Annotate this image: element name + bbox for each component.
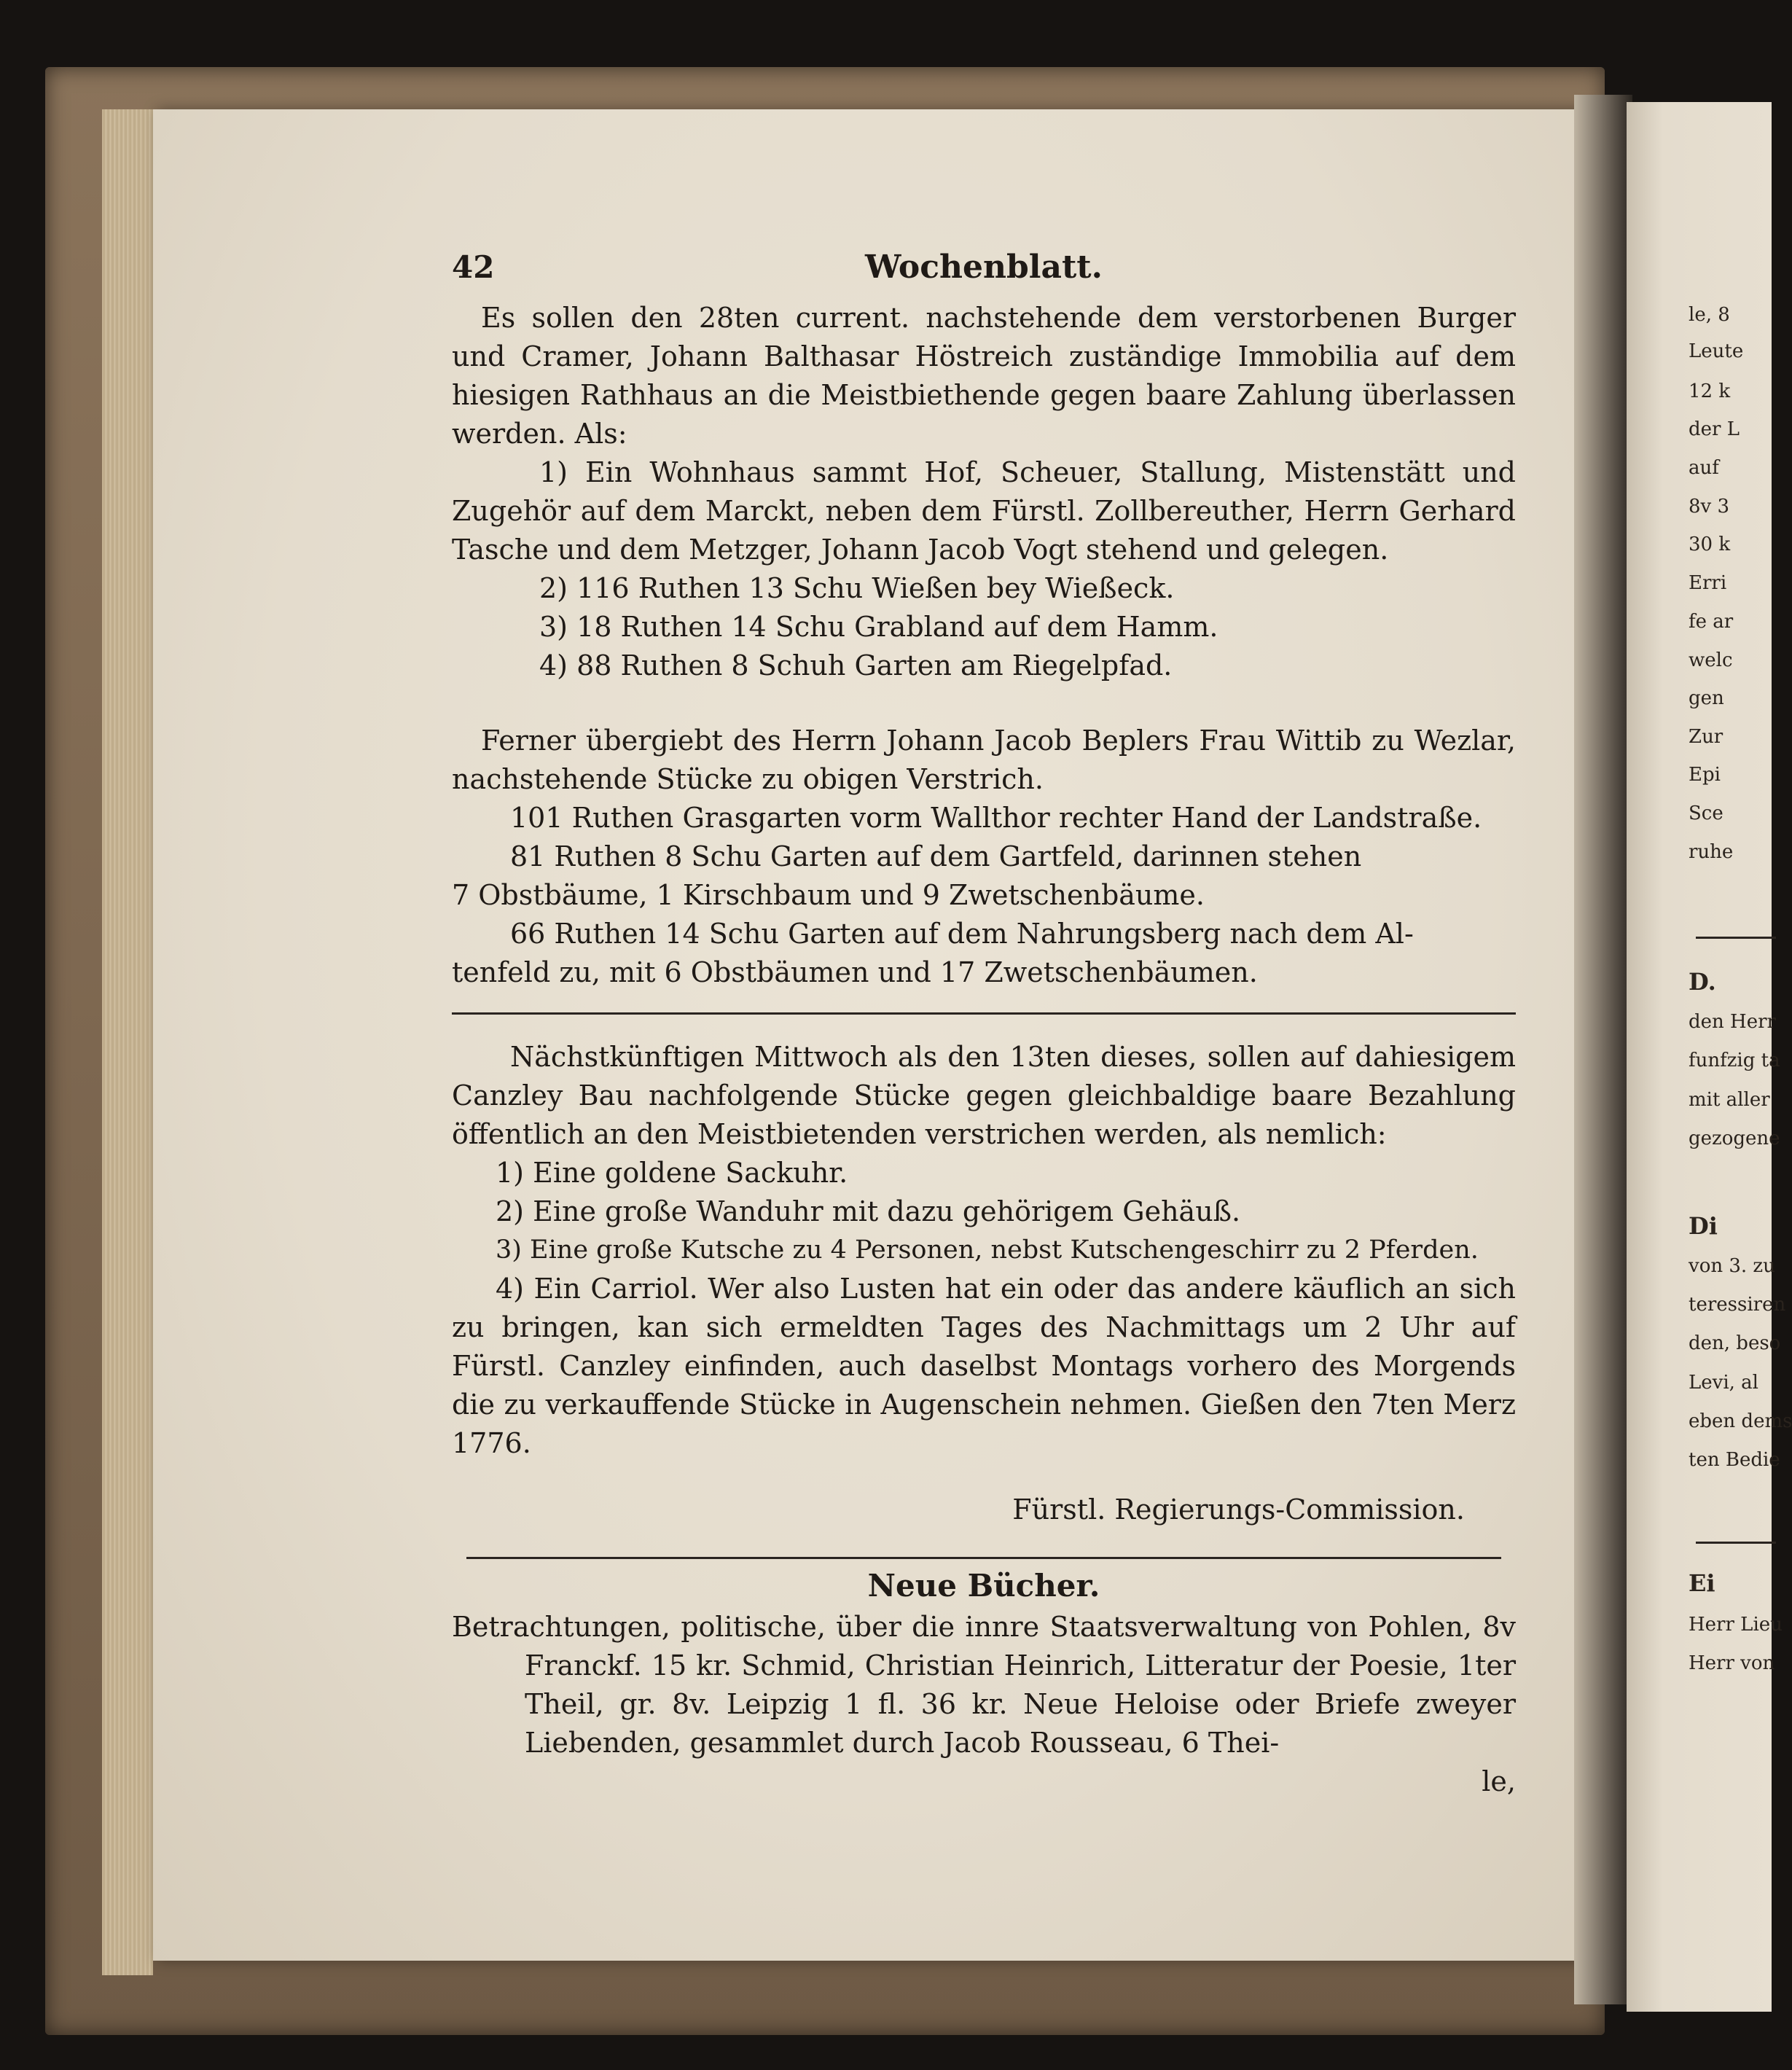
notice-2-item: 3) Eine große Kutsche zu 4 Personen, nebst Kutschengeschirr zu 2 Pferden.: [496, 1235, 1479, 1265]
right-page-fragment: gezogene: [1689, 1128, 1780, 1149]
right-page-fragment: Herr Lieu: [1689, 1614, 1783, 1636]
right-page-fragment: 12 k: [1689, 380, 1731, 402]
books-text: Betrachtungen, politische, über die innre Staatsverwaltung von Pohlen, 8v Franckf. 15 kr. Schmid, Christian Heinrich, Litteratur der Poesie, 1ter Theil, gr. 8v. Leipzig 1 fl. 36 kr. Neue Heloise oder Briefe zweyer Liebenden, gesammlet durch Jacob Rousseau, 6 Thei-: [452, 1611, 1516, 1759]
page-number: 42: [452, 249, 495, 285]
right-page-fragment: eben dems: [1689, 1410, 1792, 1432]
page-text-block: [452, 248, 1516, 1801]
notice-1-item: 2) 116 Ruthen 13 Schu Wießen bey Wießeck.: [539, 572, 1175, 604]
right-page-fragment: den Herr: [1689, 1011, 1776, 1033]
right-page-fragment: den, beso: [1689, 1332, 1781, 1354]
right-page-fragment: Leute: [1689, 340, 1744, 362]
notice-1-item: 1) Ein Wohnhaus sammt Hof, Scheuer, Stallung, Mistenstätt und Zugehör auf dem Marckt, neben dem Fürstl. Zollbereuther, Herrn Gerhard Tasche und dem Metzger, Johann Jacob Vogt stehend und gelegen.: [452, 456, 1516, 566]
right-page-fragment: Di: [1689, 1212, 1718, 1240]
spacer: [452, 685, 1516, 722]
right-page-fragment: gen: [1689, 687, 1724, 709]
right-page-fragment: mit aller: [1689, 1089, 1770, 1111]
right-page-fragment: welc: [1689, 649, 1733, 671]
books-heading: Neue Bücher.: [867, 1568, 1100, 1604]
notice-2-item-4: 4) Ein Carriol. Wer also Lusten hat ein oder das andere käuflich an sich zu bringen, kan sich ermeldten Tages des Nachmittags um 2 Uhr auf Fürstl. Canzley einfinden, auch daselbst Montags vorhero des Morgends die zu verkauffende Stücke in Augenschein nehmen. Gießen den 7ten Merz 1776.: [452, 1273, 1516, 1459]
notice-1-item-2: 101 Ruthen Grasgarten vorm Wallthor rechter Hand der Landstraße.: [510, 802, 1482, 834]
right-page-fragment: Herr von: [1689, 1652, 1775, 1674]
notice-1-item-2: 7 Obstbäume, 1 Kirschbaum und 9 Zwetschenbäume.: [452, 879, 1205, 911]
right-page-rule: [1696, 1542, 1776, 1544]
notice-1-item: 3) 18 Ruthen 14 Schu Grabland auf dem Hamm.: [539, 611, 1218, 643]
section-divider: [466, 1557, 1501, 1559]
running-title: Wochenblatt.: [865, 249, 1103, 286]
right-page-fragment: Erri: [1689, 572, 1727, 594]
notice-1-item: 4) 88 Ruthen 8 Schuh Garten am Riegelpfad.: [539, 649, 1173, 681]
notice-2-signature: Fürstl. Regierungs-Commission.: [1012, 1493, 1465, 1526]
right-page-fragment: ten Bedie: [1689, 1449, 1780, 1471]
notice-1-item-2: 81 Ruthen 8 Schu Garten auf dem Gartfeld, darinnen stehen: [510, 840, 1362, 872]
right-page-rule: [1696, 937, 1776, 939]
notice-2-item: 2) Eine große Wanduhr mit dazu gehörigem Gehäuß.: [496, 1195, 1241, 1227]
notice-1-intro: Es sollen den 28ten current. nachstehende dem verstorbenen Burger und Cramer, Johann Balthasar Höstreich zuständige Immobilia auf dem hiesigen Rathhaus an die Meistbiethende gegen baare Zahlung überlassen werden. Als:: [452, 302, 1516, 450]
right-page-fragment: Sce: [1689, 802, 1723, 824]
right-page-fragment: der L: [1689, 418, 1740, 440]
right-page-fragment: Epi: [1689, 764, 1721, 786]
catchword: le,: [1482, 1765, 1516, 1797]
section-divider: [452, 1012, 1516, 1015]
notice-1-item-2: tenfeld zu, mit 6 Obstbäumen und 17 Zwetschenbäumen.: [452, 956, 1258, 988]
book-gutter: [1574, 95, 1632, 2004]
notice-2-intro: Nächstkünftigen Mittwoch als den 13ten dieses, sollen auf dahiesigem Canzley Bau nachfolgende Stücke gegen gleichbaldige baare Bezahlung öffentlich an den Meistbietenden verstrichen werden, als nemlich:: [452, 1041, 1516, 1150]
notice-1-item-2: 66 Ruthen 14 Schu Garten auf dem Nahrungsberg nach dem Al-: [510, 918, 1414, 950]
right-page-fragment: le, 8: [1689, 304, 1730, 326]
right-page: [1627, 102, 1792, 2012]
right-page-fragment: funfzig ta: [1689, 1050, 1780, 1071]
right-page-fragment: von 3. zu: [1689, 1255, 1775, 1277]
page-edges: [102, 109, 153, 1975]
right-page-fragment: D.: [1689, 968, 1716, 996]
right-page-fragment: auf: [1689, 457, 1719, 479]
right-page-fragment: 30 k: [1689, 534, 1731, 555]
right-page-fragment: Levi, al: [1689, 1372, 1759, 1394]
right-page-fragment: fe ar: [1689, 611, 1734, 633]
page-header: [452, 248, 1516, 299]
right-page-fragment: 8v 3: [1689, 496, 1730, 518]
notice-2-item: 1) Eine goldene Sackuhr.: [496, 1157, 848, 1189]
right-page-fragment: ruhe: [1689, 841, 1734, 863]
notice-1-para-2: Ferner übergiebt des Herrn Johann Jacob Beplers Frau Wittib zu Wezlar, nachstehende Stücke zu obigen Verstrich.: [452, 724, 1516, 795]
right-page-fragment: Ei: [1689, 1569, 1715, 1597]
right-page-fragment: teressiren: [1689, 1294, 1786, 1316]
right-page-fragment: Zur: [1689, 726, 1723, 748]
